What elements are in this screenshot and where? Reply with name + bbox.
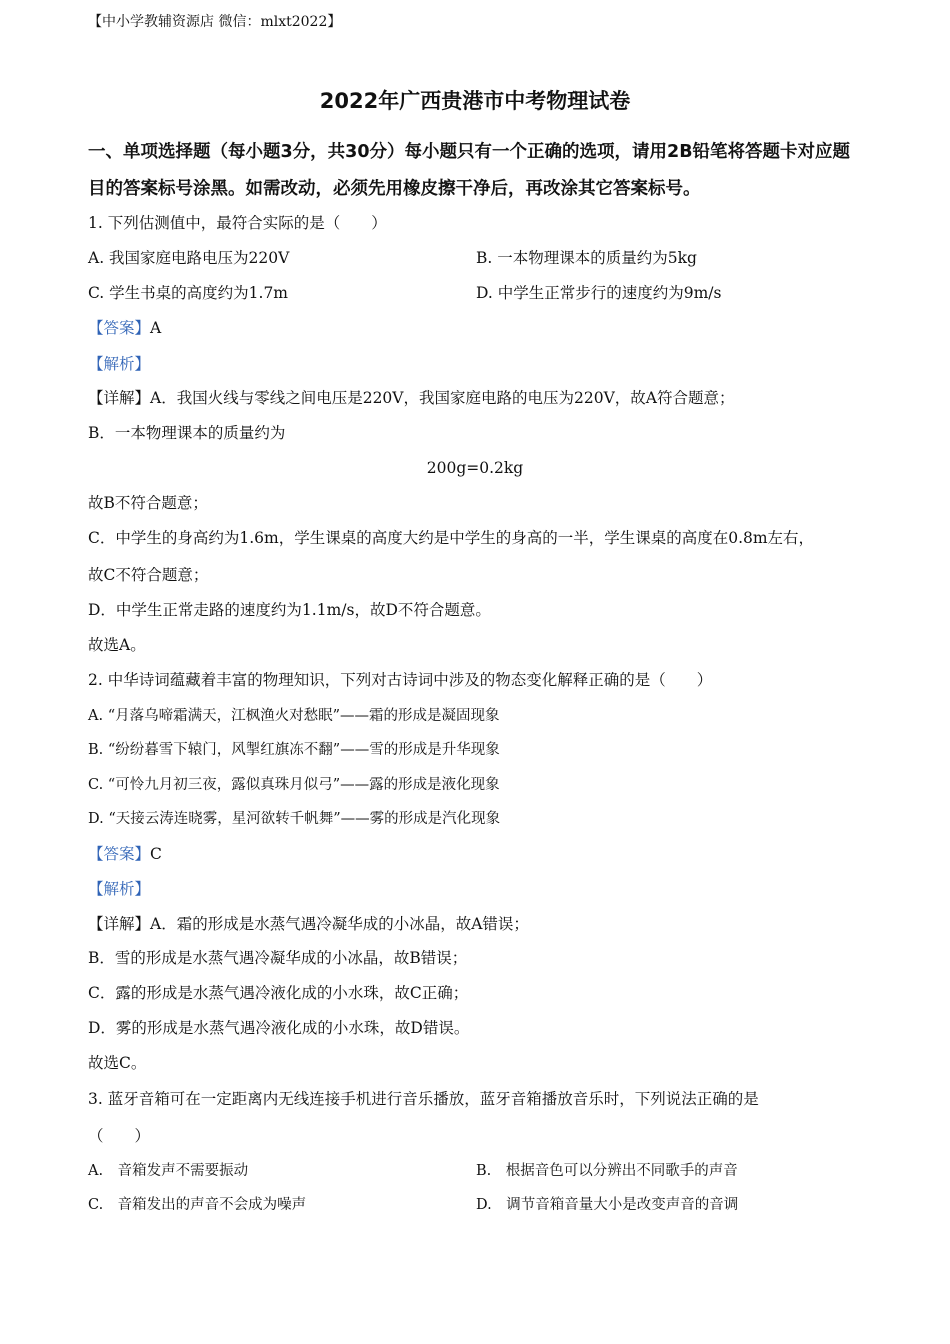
q1-detail-4: 故B不符合题意； bbox=[88, 494, 208, 512]
q3-option-b: B. 根据音色可以分辨出不同歌手的声音 bbox=[476, 1163, 738, 1179]
q3-option-d: D. 调节音箱音量大小是改变声音的音调 bbox=[476, 1197, 739, 1213]
detail-label: 【详解】 bbox=[88, 389, 151, 407]
analysis-label: 【解析】 bbox=[88, 355, 151, 373]
detail-label: 【详解】 bbox=[88, 915, 151, 933]
q3-stem-line1: 3. 蓝牙音箱可在一定距离内无线连接手机进行音乐播放，蓝牙音箱播放音乐时，下列说法正确的是 bbox=[88, 1090, 759, 1108]
q2-detail-1 bbox=[88, 912, 529, 936]
q1-analysis-label bbox=[88, 352, 150, 376]
q1-answer-value: A bbox=[150, 319, 162, 337]
q2-option-a: A. “月落乌啼霜满天，江枫渔火对愁眠”——霜的形成是凝固现象 bbox=[88, 708, 500, 724]
q3-option-a: A. 音箱发声不需要振动 bbox=[88, 1163, 249, 1179]
q2-option-c: C. “可怜九月初三夜，露似真珠月似弓”——露的形成是液化现象 bbox=[88, 777, 500, 793]
q1-detail-formula: 200g=0.2kg bbox=[426, 459, 524, 477]
q3-option-c: C. 音箱发出的声音不会成为噪声 bbox=[88, 1197, 307, 1213]
q2-detail-5: 故选C。 bbox=[88, 1054, 147, 1072]
q2-stem: 2. 中华诗词蕴藏着丰富的物理知识，下列对古诗词中涉及的物态变化解释正确的是（ ） bbox=[88, 671, 713, 689]
q3-stem-line2: （ ） bbox=[88, 1127, 151, 1145]
q1-detail-7: D．中学生正常走路的速度约为1.1m/s，故D不符合题意。 bbox=[88, 601, 491, 619]
q2-detail-4: D．雾的形成是水蒸气遇冷液化成的小水珠，故D错误。 bbox=[88, 1019, 470, 1037]
q2-detail-text-1: A．霜的形成是水蒸气遇冷凝华成的小冰晶，故A错误； bbox=[150, 915, 529, 933]
q2-option-b: B. “纷纷暮雪下辕门，风掣红旗冻不翻”——雪的形成是升华现象 bbox=[88, 742, 500, 758]
q2-answer bbox=[88, 842, 162, 866]
analysis-label: 【解析】 bbox=[88, 880, 151, 898]
q1-option-b: B. 一本物理课本的质量约为5kg bbox=[476, 249, 697, 267]
q1-stem: 1. 下列估测值中，最符合实际的是（ ） bbox=[88, 214, 387, 232]
page-title: 2022年广西贵港市中考物理试卷 bbox=[319, 89, 631, 113]
answer-label: 【答案】 bbox=[88, 845, 151, 863]
q2-detail-3: C．露的形成是水蒸气遇冷液化成的小水珠，故C正确； bbox=[88, 984, 469, 1002]
answer-label: 【答案】 bbox=[88, 319, 151, 337]
q1-option-a: A. 我国家庭电路电压为220V bbox=[88, 249, 290, 267]
q1-detail-2: B．一本物理课本的质量约为 bbox=[88, 424, 286, 442]
q2-detail-2: B．雪的形成是水蒸气遇冷凝华成的小冰晶，故B错误； bbox=[88, 949, 468, 967]
header-note: 【中小学教辅资源店 微信：mlxt2022】 bbox=[88, 14, 342, 30]
section-heading: 一、单项选择题（每小题3分，共30分）每小题只有一个正确的选项，请用2B铅笔将答题卡对应题目的答案标号涂黑。如需改动，必须先用橡皮擦干净后，再改涂其它答案标号。 bbox=[88, 142, 851, 199]
q1-detail-5: C．中学生的身高约为1.6m，学生课桌的高度大约是中学生的身高的一半，学生课桌的高度在0.8m左右， bbox=[88, 529, 815, 547]
q1-option-c: C. 学生书桌的高度约为1.7m bbox=[88, 284, 289, 302]
q2-analysis-label bbox=[88, 877, 150, 901]
q2-answer-value: C bbox=[150, 845, 162, 863]
q1-detail-1 bbox=[88, 386, 734, 410]
q2-option-d: D. “天接云涛连晓雾，星河欲转千帆舞”——雾的形成是汽化现象 bbox=[88, 811, 501, 827]
q1-option-d: D. 中学生正常步行的速度约为9m/s bbox=[476, 284, 722, 302]
q1-detail-text-1: A．我国火线与零线之间电压是220V，我国家庭电路的电压为220V，故A符合题意； bbox=[150, 389, 735, 407]
q1-detail-8: 故选A。 bbox=[88, 636, 146, 654]
q1-detail-6: 故C不符合题意； bbox=[88, 566, 209, 584]
q1-answer bbox=[88, 316, 161, 340]
